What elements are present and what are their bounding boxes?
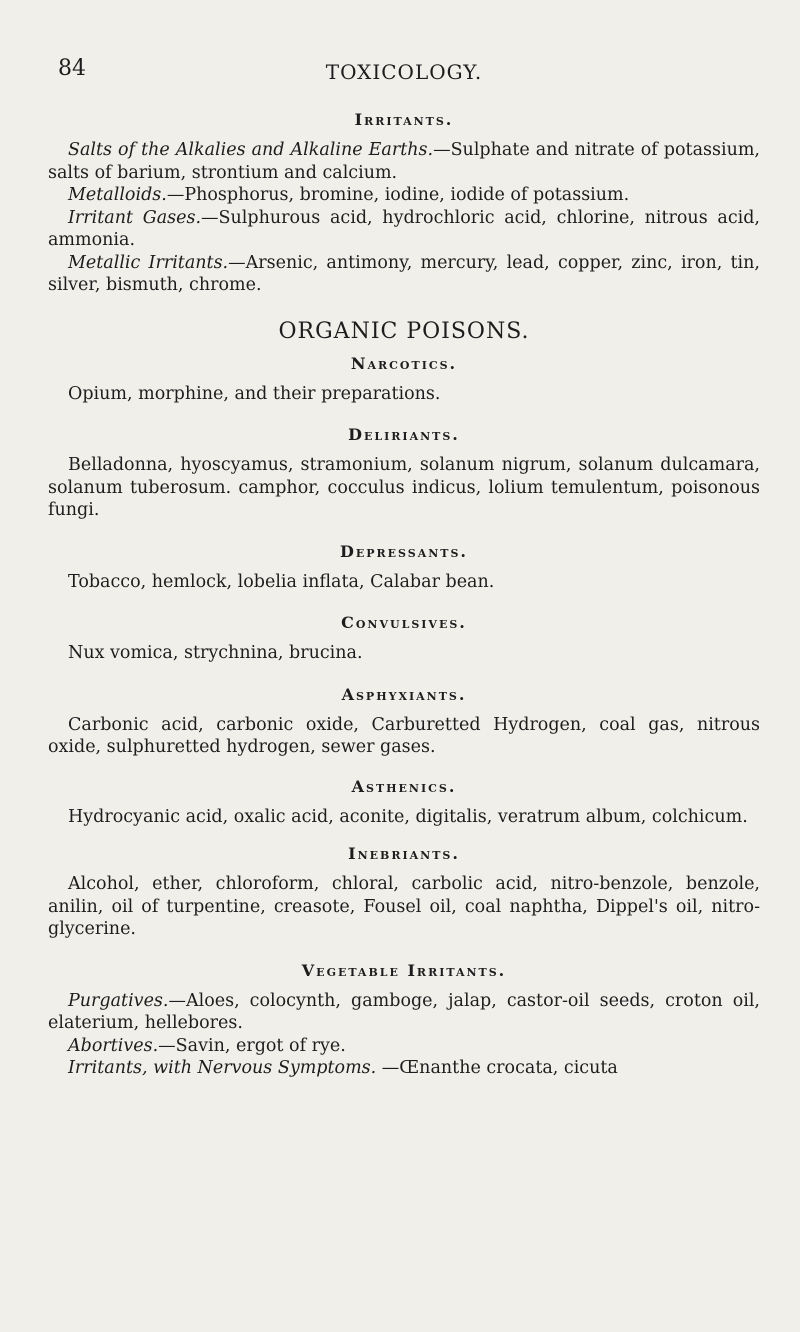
entry-text: —Sulphate and nitrate of potassium, salts of barium, strontium and calcium. xyxy=(48,140,760,183)
text-asphyxiants: Carbonic acid, carbonic oxide, Carburetted Hydrogen, coal gas, nitrous oxide, sulphuretted hydrogen, sewer gases. xyxy=(48,714,760,757)
entry-lead: Salts of the Alkalies and Alkaline Earths. xyxy=(68,140,434,160)
entry-abortives xyxy=(48,1035,760,1058)
text-convulsives: Nux vomica, strychnina, brucina. xyxy=(68,643,363,663)
heading-convulsives: Convulsives. xyxy=(341,613,467,632)
entry-purgatives xyxy=(48,990,760,1035)
text-deliriants: Belladonna, hyoscyamus, stramonium, solanum nigrum, solanum dulcamara, solanum tuberosum. camphor, cocculus indicus, lolium temulentum, poisonous fungi. xyxy=(48,455,760,520)
entry-lead: Metallic Irritants. xyxy=(68,252,229,273)
vegetable-irritants-list xyxy=(48,990,760,1080)
text-depressants: Tobacco, hemlock, lobelia inflata, Calabar bean. xyxy=(68,571,495,592)
entry-text: —Phosphorus, bromine, iodine, iodide of potassium. xyxy=(166,185,630,205)
entry-text: —Savin, ergot of rye. xyxy=(158,1035,346,1056)
entry-metallic-irritants xyxy=(48,252,760,297)
heading-vegetable-irritants: Vegetable Irritants. xyxy=(301,960,507,980)
heading-asphyxiants: Asphyxiants. xyxy=(341,684,467,704)
entry-text: —Sulphurous acid, hydrochloric acid, chlorine, nitrous acid, ammonia. xyxy=(48,207,760,250)
text-inebriants: Alcohol, ether, chloroform, chloral, carbolic acid, nitro-benzole, benzole, anilin, oil of turpentine, creasote, Fousel oil, coal naphtha, Dippel's oil, nitro-glycerine. xyxy=(48,874,760,939)
heading-narcotics: Narcotics. xyxy=(350,353,458,373)
text-narcotics: Opium, morphine, and their preparations. xyxy=(68,383,441,404)
heading-irritants: Irritants. xyxy=(354,110,454,129)
entry-text: —Aloes, colocynth, gamboge, jalap, castor-oil seeds, croton oil, elaterium, hellebores. xyxy=(48,990,760,1033)
entry-alkalies xyxy=(48,139,760,184)
entry-nervous-irritants xyxy=(48,1057,760,1080)
entry-text: —Œnanthe crocata, cicuta xyxy=(376,1058,618,1078)
entry-irritant-gases xyxy=(48,207,760,252)
heading-depressants: Depressants. xyxy=(340,541,468,561)
entry-lead: Irritant Gases. xyxy=(68,207,202,228)
entry-lead: Abortives. xyxy=(68,1035,159,1056)
heading-deliriants: Deliriants. xyxy=(348,425,460,444)
running-head xyxy=(48,56,760,96)
entry-metalloids xyxy=(48,184,760,207)
entry-lead: Purgatives. xyxy=(68,990,169,1011)
page-number: 84 xyxy=(58,56,86,81)
heading-organic-poisons: ORGANIC POISONS. xyxy=(278,318,530,344)
running-title: TOXICOLOGY. xyxy=(325,60,483,84)
entry-lead: Metalloids. xyxy=(68,185,167,205)
heading-asthenics: Asthenics. xyxy=(351,776,457,796)
entry-lead: Irritants, with Nervous Symptoms. xyxy=(68,1058,377,1078)
text-asthenics: Hydrocyanic acid, oxalic acid, aconite, digitalis, veratrum album, colchicum. xyxy=(68,806,748,827)
irritants-list xyxy=(48,139,760,297)
entry-text: —Arsenic, antimony, mercury, lead, copper, zinc, iron, tin, silver, bismuth, chrome. xyxy=(48,252,760,295)
heading-inebriants: Inebriants. xyxy=(348,844,460,863)
